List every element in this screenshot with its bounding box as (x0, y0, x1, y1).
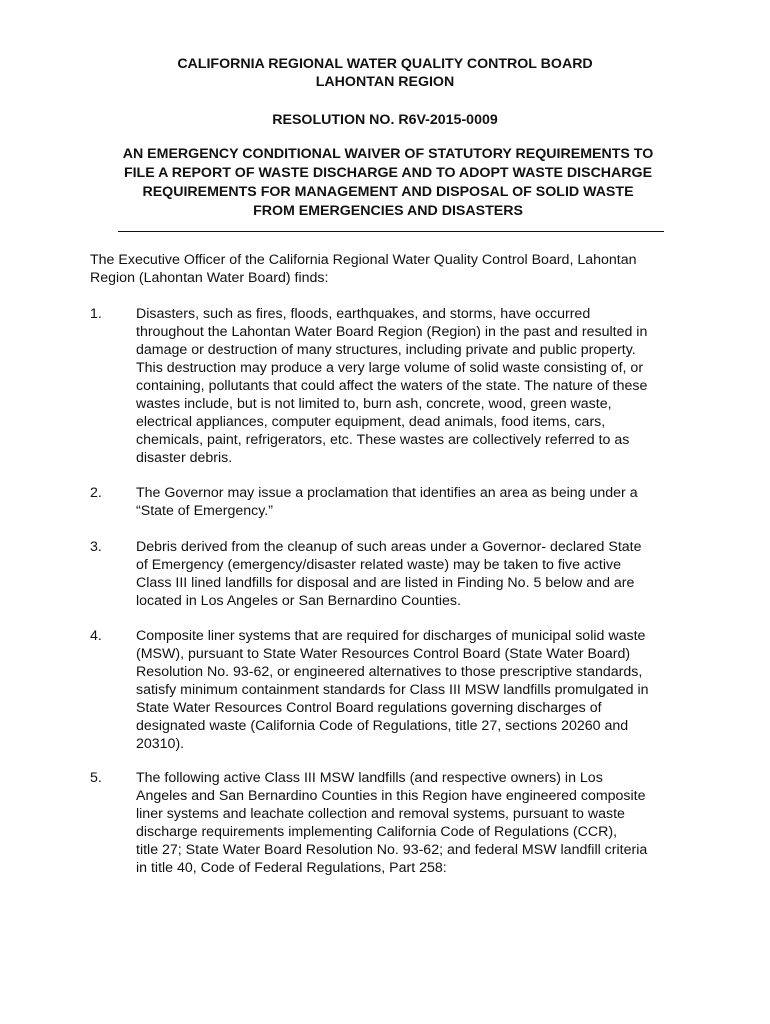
finding-number: 1. (90, 306, 102, 322)
finding-line: liner systems and leachate collection and removal systems, pursuant to waste (136, 806, 625, 822)
finding-line: designated waste (California Code of Regulations, title 27, sections 20260 and (136, 718, 629, 734)
finding-line: electrical appliances, computer equipment, dead animals, food items, cars, (136, 414, 606, 430)
intro-line: Region (Lahontan Water Board) finds: (90, 270, 329, 286)
intro-line: The Executive Officer of the California Regional Water Quality Control Board, Lahontan (90, 252, 637, 268)
finding-line: discharge requirements implementing California Code of Regulations (CCR), (136, 824, 618, 840)
finding-3 (90, 538, 690, 610)
finding-line: disaster debris. (136, 450, 233, 466)
finding-line: Disasters, such as fires, floods, earthquakes, and storms, have occurred (136, 306, 591, 322)
finding-line: wastes include, but is not limited to, burn ash, concrete, wood, green waste, (136, 396, 612, 412)
finding-line: damage or destruction of many structures, including private and public property. (136, 342, 636, 358)
finding-line: The Governor may issue a proclamation that identifies an area as being under a (136, 485, 638, 501)
title-line: AN EMERGENCY CONDITIONAL WAIVER OF STATUTORY REQUIREMENTS TO (122, 146, 654, 162)
finding-text (136, 305, 684, 467)
finding-line: Class III lined landfills for disposal and are listed in Finding No. 5 below and are (136, 575, 635, 591)
finding-5 (90, 769, 690, 877)
finding-line: of Emergency (emergency/disaster related waste) may be taken to five active (136, 557, 621, 573)
finding-4 (90, 627, 690, 753)
finding-line: containing, pollutants that could affect the waters of the state. The nature of these (136, 378, 648, 394)
title-line: FILE A REPORT OF WASTE DISCHARGE AND TO ADOPT WASTE DISCHARGE (123, 165, 653, 181)
finding-line: Angeles and San Bernardino Counties in this Region have engineered composite (136, 788, 646, 804)
finding-number: 3. (90, 539, 102, 555)
title-line: FROM EMERGENCIES AND DISASTERS (253, 203, 523, 219)
board-name: CALIFORNIA REGIONAL WATER QUALITY CONTROL BOARD (177, 56, 593, 72)
finding-line: This destruction may produce a very large volume of solid waste consisting of, or (136, 360, 644, 376)
resolution-number: RESOLUTION NO. R6V-2015-0009 (272, 112, 498, 128)
finding-line: in title 40, Code of Federal Regulations, Part 258: (136, 860, 447, 876)
finding-line: satisfy minimum containment standards for Class III MSW landfills promulgated in (136, 682, 649, 698)
finding-line: chemicals, paint, refrigerators, etc. These wastes are collectively referred to as (136, 432, 630, 448)
title-line: REQUIREMENTS FOR MANAGEMENT AND DISPOSAL OF SOLID WASTE (142, 184, 634, 200)
finding-text (136, 769, 684, 877)
finding-line: Composite liner systems that are required for discharges of municipal solid waste (136, 628, 646, 644)
finding-number: 5. (90, 770, 102, 786)
finding-line: throughout the Lahontan Water Board Region (Region) in the past and resulted in (136, 324, 648, 340)
finding-line: Resolution No. 93-62, or engineered alternatives to those prescriptive standards, (136, 664, 643, 680)
finding-line: “State of Emergency.” (136, 503, 273, 519)
finding-line: (MSW), pursuant to State Water Resources Control Board (State Water Board) (136, 646, 631, 662)
finding-text (136, 484, 684, 520)
finding-1 (90, 305, 690, 467)
finding-text (136, 538, 684, 610)
region-name: LAHONTAN REGION (315, 74, 455, 90)
finding-line: located in Los Angeles or San Bernardino Counties. (136, 593, 461, 609)
finding-line: 20310). (136, 736, 185, 752)
finding-line: The following active Class III MSW landfills (and respective owners) in Los (136, 770, 603, 786)
resolution-title (90, 145, 686, 221)
finding-2 (90, 484, 690, 520)
finding-line: Debris derived from the cleanup of such areas under a Governor- declared State (136, 539, 642, 555)
finding-number: 4. (90, 628, 102, 644)
finding-number: 2. (90, 485, 102, 501)
finding-line: title 27; State Water Board Resolution No. 93-62; and federal MSW landfill criteria (136, 842, 648, 858)
intro-paragraph (90, 251, 690, 287)
finding-line: State Water Resources Control Board regulations governing discharges of (136, 700, 602, 716)
finding-text (136, 627, 684, 753)
title-divider (118, 231, 664, 232)
